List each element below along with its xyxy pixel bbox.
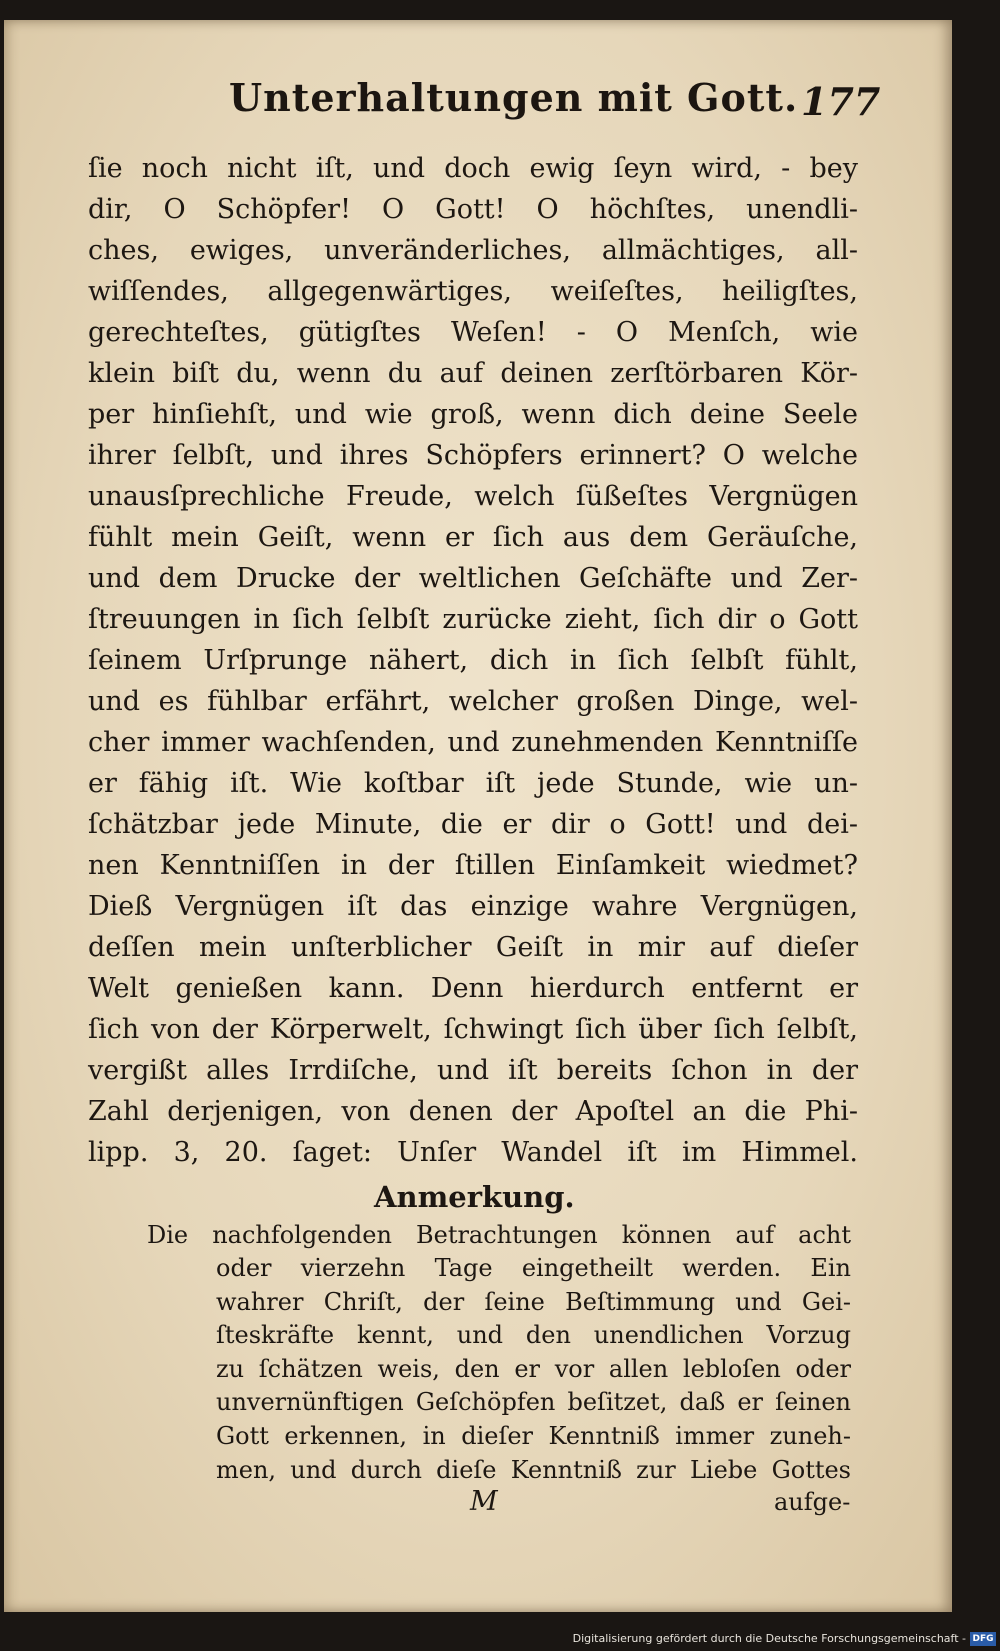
text-line: und es fühlbar erfährt, welcher großen Dinge, wel-	[88, 686, 858, 717]
text-line: wiſſendes, allgegenwärtiges, weiſeſtes, heiligſtes,	[88, 276, 858, 307]
catchword: aufge-	[774, 1488, 851, 1516]
text-line: cher immer wachſenden, und zunehmenden Kenntniſſe	[88, 727, 858, 758]
note-line: men, und durch dieſe Kenntniß zur Liebe Gottes	[216, 1455, 851, 1484]
text-line: nen Kenntniſſen in der ſtillen Einſamkeit wiedmet?	[88, 850, 858, 881]
note-line: Gott erkennen, in dieſer Kenntniß immer zuneh-	[216, 1421, 851, 1450]
note-line: unvernünftigen Geſchöpfen beſitzet, daß er ſeinen	[216, 1388, 851, 1417]
text-line: ſtreuungen in ſich ſelbſt zurücke zieht, ſich dir o Gott	[88, 604, 858, 635]
text-line: ihrer ſelbſt, und ihres Schöpfers erinnert? O welche	[88, 440, 858, 471]
body-text	[88, 148, 858, 1173]
book-page	[4, 20, 952, 1612]
text-line: Welt genießen kann. Denn hierdurch entfernt er	[88, 973, 858, 1004]
note-line: oder vierzehn Tage eingetheilt werden. Ein	[216, 1254, 851, 1282]
running-title: Unterhaltungen mit Gott.	[229, 75, 799, 120]
note-line: ſteskräfte kennt, und den unendlichen Vorzug	[216, 1321, 851, 1350]
text-line: dir, O Schöpfer! O Gott! O höchſtes, unendli-	[88, 194, 858, 225]
text-line: Dieß Vergnügen iſt das einzige wahre Vergnügen,	[88, 891, 858, 922]
text-line: vergißt alles Irrdiſche, und iſt bereits ſchon in der	[88, 1055, 858, 1086]
dfg-logo-icon: DFG	[970, 1632, 996, 1646]
text-line: gerechteſtes, gütigſtes Weſen! - O Menſch, wie	[88, 317, 858, 348]
text-line: Zahl derjenigen, von denen der Apoſtel an die Phi-	[88, 1096, 858, 1127]
footer-bar	[0, 1625, 1000, 1651]
digitization-credit: Digitalisierung gefördert durch die Deutsche Forschungsgemeinschaft -	[572, 1632, 966, 1645]
text-line: ches, ewiges, unveränderliches, allmächtiges, all-	[88, 235, 858, 266]
text-line: fühlt mein Geiſt, wenn er ſich aus dem Geräuſche,	[88, 522, 858, 553]
text-line: er fähig iſt. Wie koſtbar iſt jede Stunde, wie un-	[88, 768, 858, 799]
note-heading: Anmerkung.	[374, 1180, 575, 1214]
text-line: per hinſiehſt, und wie groß, wenn dich deine Seele	[88, 399, 858, 430]
text-line: ſie noch nicht iſt, und doch ewig ſeyn wird, - bey	[88, 153, 858, 184]
text-line: unausſprechliche Freude, welch ſüßeſtes Vergnügen	[88, 481, 858, 512]
text-line: deſſen mein unſterblicher Geiſt in mir auf dieſer	[88, 932, 858, 963]
text-line: lipp. 3, 20. ſaget: Unſer Wandel iſt im Himmel.	[88, 1137, 858, 1168]
text-line: ſchätzbar jede Minute, die er dir o Gott! und dei-	[88, 809, 858, 840]
text-line: und dem Drucke der weltlichen Geſchäfte und Zer-	[88, 563, 858, 594]
note-line: zu ſchätzen weis, den er vor allen lebloſen oder	[216, 1354, 851, 1383]
scan-top-border	[0, 0, 1000, 20]
note-text	[216, 1252, 851, 1487]
text-line: ſeinem Urſprunge nähert, dich in ſich ſelbſt fühlt,	[88, 645, 858, 676]
text-line: klein biſt du, wenn du auf deinen zerſtörbaren Kör-	[88, 358, 858, 389]
note-line: wahrer Chriſt, der ſeine Beſtimmung und Gei-	[216, 1287, 851, 1316]
signature-mark: M	[470, 1486, 498, 1517]
text-line: ſich von der Körperwelt, ſchwingt ſich über ſich ſelbſt,	[88, 1014, 858, 1045]
page-number: 177	[801, 79, 881, 124]
note-first-line: Die nachfolgenden Betrachtungen können auf acht	[147, 1221, 851, 1249]
page-header	[229, 75, 881, 145]
